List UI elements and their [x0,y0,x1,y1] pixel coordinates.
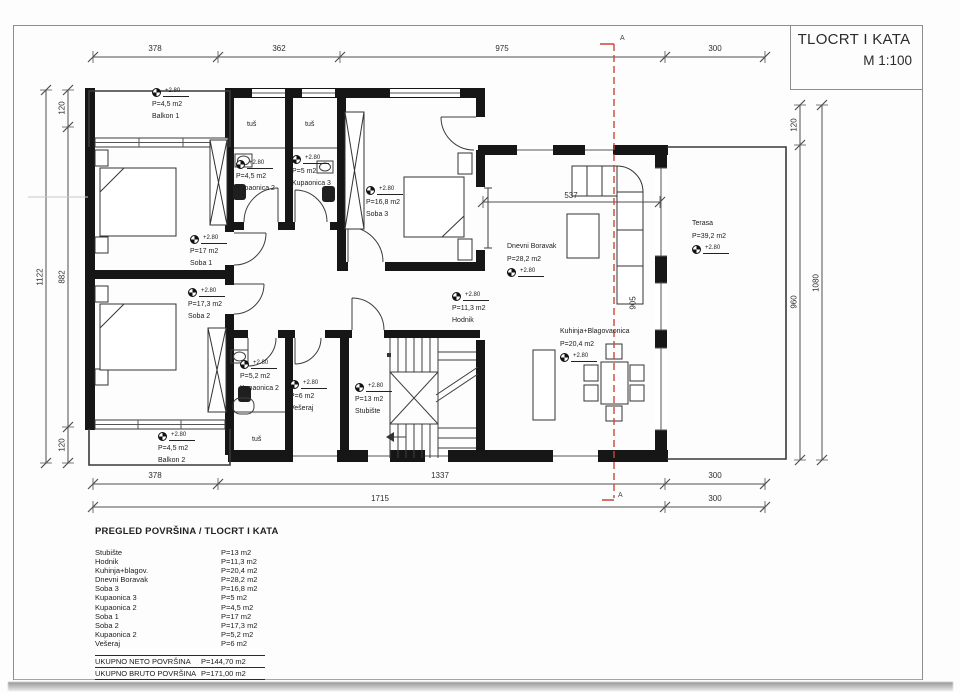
section-mark-a-top: A [620,35,625,42]
room-name: Terasa [692,220,714,227]
dim-label: 362 [272,44,286,53]
table-row: Stubište P=13 m2 [95,548,252,557]
elevation-icon [560,353,569,362]
elevation-marker: +2.80 [507,266,556,279]
room-name: Balkon 1 [152,113,180,120]
furniture [95,112,644,421]
room-label-soba-3 [366,184,403,222]
table-row: Soba 3 P=16,8 m2 [95,584,258,594]
total-neto-row: UKUPNO NETO POVRŠINA P=144,70 m2 [95,656,265,668]
room-area: P=4,5 m2 [236,172,267,180]
room-name: Hodnik [452,317,474,324]
room-label-balkon-1 [152,86,189,124]
room-label-terasa [692,218,729,256]
elevation-marker: +2.80 [236,158,275,171]
room-name: Kupaonica 3 [292,180,331,187]
room-name: Kuhinja+Blagovaonica [560,328,630,335]
elevation-marker: +2.80 [188,286,225,299]
dim-label: 300 [708,471,722,480]
room-name: Balkon 2 [158,457,186,464]
room-area: P=4,5 m2 [158,444,189,452]
elevation-marker: +2.80 [560,351,629,364]
room-area: P=28,2 m2 [507,255,542,263]
room-area: P=5,2 m2 [240,372,271,380]
shower-label: tuš [252,436,262,443]
elevation-marker: +2.80 [240,358,279,371]
area-summary-title: PREGLED POVRŠINA / TLOCRT I KATA [95,526,279,537]
room-label-veseraj [290,378,327,416]
room-area: P=17 m2 [190,247,219,255]
section-line [600,44,614,500]
shower-label: tuš [305,121,315,128]
dim-label: 975 [495,44,509,53]
elevation-icon [152,88,161,97]
room-name: Vešeraj [290,405,314,412]
area-summary-table [95,526,305,680]
elevation-marker: +2.80 [190,233,227,246]
dim-label: 905 [628,296,638,310]
sheet-title: TLOCRT I KATA [797,31,911,48]
elevation-marker: +2.80 [292,153,331,166]
room-label-soba-1 [190,233,227,271]
elevation-marker: +2.80 [692,243,729,256]
table-row: Hodnik P=11,3 m2 [95,557,257,567]
room-label-balkon-2 [158,430,195,468]
elevation-icon [452,292,461,301]
dim-label: 1337 [431,471,449,480]
room-name: Soba 2 [188,313,211,320]
dim-label: 120 [57,101,67,115]
totals-block [95,655,265,680]
room-label-hodnik [452,290,489,328]
elevation-icon [236,160,245,169]
elevation-icon [188,288,197,297]
room-area: P=6 m2 [290,392,315,400]
elevation-icon [292,155,301,164]
room-area: P=11,3 m2 [452,304,486,312]
room-area: P=4,5 m2 [152,100,183,108]
elevation-icon [158,432,167,441]
elevation-marker: +2.80 [152,86,189,99]
dim-label: 882 [57,270,67,284]
dim-label: 300 [708,494,722,503]
staircase [386,338,478,458]
room-label-kupaonica-2 [236,158,275,196]
elevation-icon [366,186,375,195]
room-name: Soba 1 [190,260,213,267]
dim-label: 537 [564,191,578,200]
room-label-kupaonica-3 [292,153,331,191]
room-name: Dnevni Boravak [507,243,557,250]
shower-label: tuš [247,121,257,128]
dim-label: 960 [789,295,799,309]
elevation-icon [240,360,249,369]
dim-label: 300 [708,44,722,53]
elevation-icon [507,268,516,277]
room-label-soba-2 [188,286,225,324]
elevation-marker: +2.80 [290,378,327,391]
total-bruto-row: UKUPNO BRUTO POVRŠINA P=171,00 m2 [95,668,265,680]
room-name: Kupaonica 2 [240,385,279,392]
elevation-icon [355,383,364,392]
room-label-stubiste [355,381,392,419]
room-label-kuhinja-blagovaonica [560,326,629,364]
scan-edge-artifact [8,682,953,691]
dim-label: 378 [148,471,162,480]
room-area: P=16,8 m2 [366,198,401,206]
room-area: P=13 m2 [355,395,384,403]
table-row: Dnevni Boravak P=28,2 m2 [95,575,258,585]
dim-label: 120 [789,118,799,132]
dim-label: 1080 [811,274,821,292]
room-area: P=20,4 m2 [560,340,595,348]
room-area: P=17,3 m2 [188,300,223,308]
sheet-scale: M 1:100 [863,53,912,68]
elevation-icon [692,245,701,254]
elevation-icon [290,380,299,389]
elevation-marker: +2.80 [366,184,403,197]
elevation-icon [190,235,199,244]
table-row: Kuhinja+blagov. P=20,4 m2 [95,566,258,576]
room-name: Soba 3 [366,211,389,218]
room-label-dnevni-boravak [507,241,556,279]
table-row: Vešeraj P=6 m2 [95,638,248,648]
room-label-kupaonica-2-donja [240,358,279,396]
elevation-marker: +2.80 [158,430,195,443]
table-row: Soba 1 P=17 m2 [95,611,252,621]
table-row: Soba 2 P=17,3 m2 [95,620,258,630]
room-area: P=39,2 m2 [692,232,727,240]
dim-label: 1122 [35,268,45,286]
section-mark-a-bottom: A [618,492,623,499]
table-row: Kupaonica 3 P=5 m2 [95,593,248,603]
dim-label: 378 [148,44,162,53]
dim-label: 1715 [371,494,389,503]
room-area: P=5 m2 [292,167,317,175]
dim-label: 120 [57,438,67,452]
room-name: Stubište [355,408,381,415]
room-name: Kupaonica 2 [236,185,275,192]
table-row: Kupaonica 2 P=4,5 m2 [95,602,254,612]
table-row: Kupaonica 2 P=5,2 m2 [95,629,254,639]
dimension-lines [28,51,828,513]
elevation-marker: +2.80 [355,381,392,394]
elevation-marker: +2.80 [452,290,489,303]
